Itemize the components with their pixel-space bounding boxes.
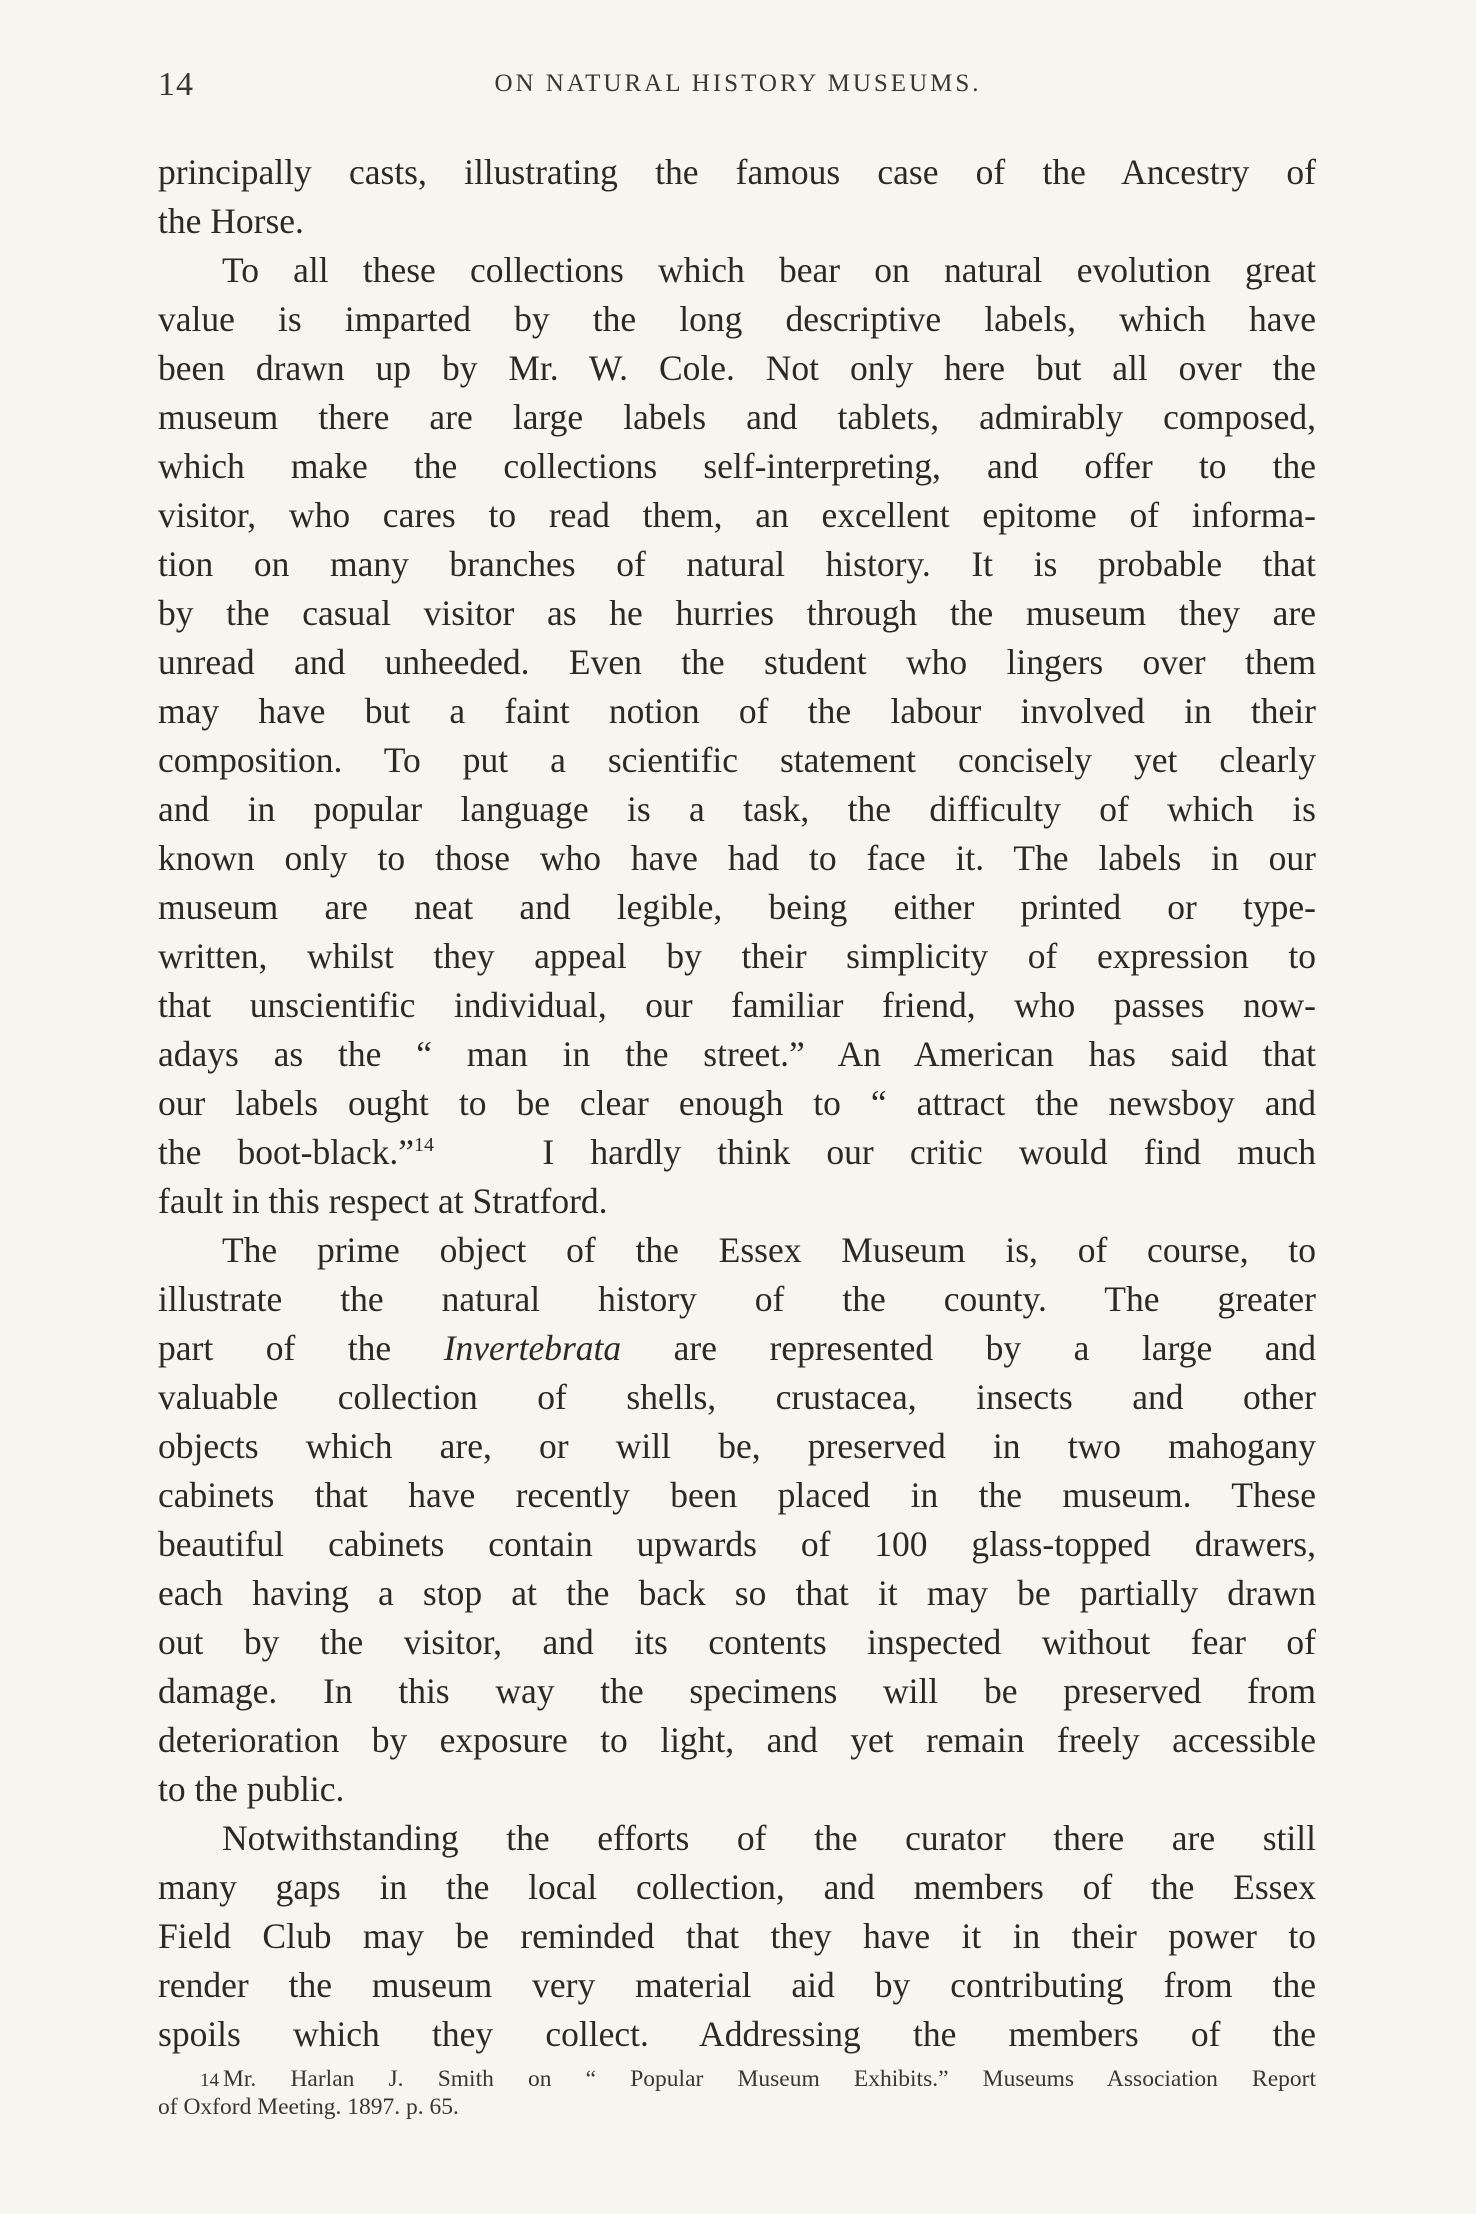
footnote-number: 14 (200, 2070, 219, 2091)
text-line: Notwithstanding the efforts of the curator there are still (222, 1818, 1316, 1858)
text-line: our labels ought to be clear enough to “ attract the newsboy and (158, 1083, 1316, 1123)
text-line: To all these collections which bear on natural evolution great (222, 250, 1316, 290)
footnote-line: of Oxford Meeting. 1897. p. 65. (158, 2094, 459, 2120)
text-line: each having a stop at the back so that it may be partially drawn (158, 1573, 1316, 1613)
text-line: deterioration by exposure to light, and yet remain freely accessible (158, 1720, 1316, 1760)
text-line: damage. In this way the specimens will be preserved from (158, 1671, 1316, 1711)
text-line (158, 1324, 1316, 1373)
footnote-reference: 14 (413, 1134, 434, 1157)
text-line: value is imparted by the long descriptive labels, which have (158, 299, 1316, 339)
running-title: ON NATURAL HISTORY MUSEUMS. (494, 70, 982, 97)
paragraph (158, 246, 1316, 1226)
footnote-text: Mr. Harlan J. Smith on “ Popular Museum Exhibits.” Museums Association Report (223, 2066, 1316, 2092)
text-fragment: are represented by a large and (673, 1328, 1316, 1368)
running-head (158, 66, 1318, 106)
text-line: tion on many branches of natural history. It is probable that (158, 544, 1316, 584)
text-line: that unscientific individual, our familiar friend, who passes now- (158, 985, 1316, 1025)
footnote (158, 2066, 1316, 2121)
text-line: objects which are, or will be, preserved in two mahogany (158, 1426, 1316, 1466)
body-text (158, 148, 1316, 2059)
text-line: many gaps in the local collection, and members of the Essex (158, 1867, 1316, 1907)
text-fragment: I hardly think our critic would find much (542, 1132, 1317, 1172)
text-line: museum are neat and legible, being either printed or type- (158, 887, 1316, 927)
paragraph (158, 148, 1316, 246)
page-number: 14 (158, 66, 194, 103)
text-line: may have but a faint notion of the labour involved in their (158, 691, 1316, 731)
text-line: out by the visitor, and its contents inspected without fear of (158, 1622, 1316, 1662)
text-line: composition. To put a scientific statement concisely yet clearly (158, 740, 1316, 780)
italic-term: Invertebrata (443, 1328, 622, 1368)
text-line: unread and unheeded. Even the student who lingers over them (158, 642, 1316, 682)
text-line: The prime object of the Essex Museum is, of course, to (222, 1230, 1316, 1270)
text-line: illustrate the natural history of the county. The greater (158, 1279, 1316, 1319)
text-line: which make the collections self-interpreting, and offer to the (158, 446, 1316, 486)
text-line: principally casts, illustrating the famous case of the Ancestry of (158, 152, 1316, 192)
text-line: render the museum very material aid by contributing from the (158, 1965, 1316, 2005)
text-fragment: the boot-black.” (158, 1132, 414, 1172)
text-line: visitor, who cares to read them, an excellent epitome of informa- (158, 495, 1316, 535)
paragraph (158, 1814, 1316, 2059)
text-line: spoils which they collect. Addressing the members of the (158, 2014, 1316, 2054)
text-line: adays as the “ man in the street.” An American has said that (158, 1034, 1316, 1074)
text-line: museum there are large labels and tablets, admirably composed, (158, 397, 1316, 437)
footnote-line (158, 2066, 1316, 2094)
text-line: been drawn up by Mr. W. Cole. Not only here but all over the (158, 348, 1316, 388)
text-line: the Horse. (158, 201, 304, 241)
text-line (158, 1128, 1316, 1177)
text-fragment: part of the (158, 1328, 392, 1368)
paragraph (158, 1226, 1316, 1814)
text-line: to the public. (158, 1769, 345, 1809)
text-line: Field Club may be reminded that they have it in their power to (158, 1916, 1316, 1956)
text-line: valuable collection of shells, crustacea, insects and other (158, 1377, 1316, 1417)
text-line: beautiful cabinets contain upwards of 100 glass-topped drawers, (158, 1524, 1316, 1564)
text-line: and in popular language is a task, the difficulty of which is (158, 789, 1316, 829)
text-line: fault in this respect at Stratford. (158, 1181, 608, 1221)
text-line: by the casual visitor as he hurries through the museum they are (158, 593, 1316, 633)
text-line: written, whilst they appeal by their simplicity of expression to (158, 936, 1316, 976)
text-line: cabinets that have recently been placed in the museum. These (158, 1475, 1316, 1515)
text-line: known only to those who have had to face it. The labels in our (158, 838, 1316, 878)
